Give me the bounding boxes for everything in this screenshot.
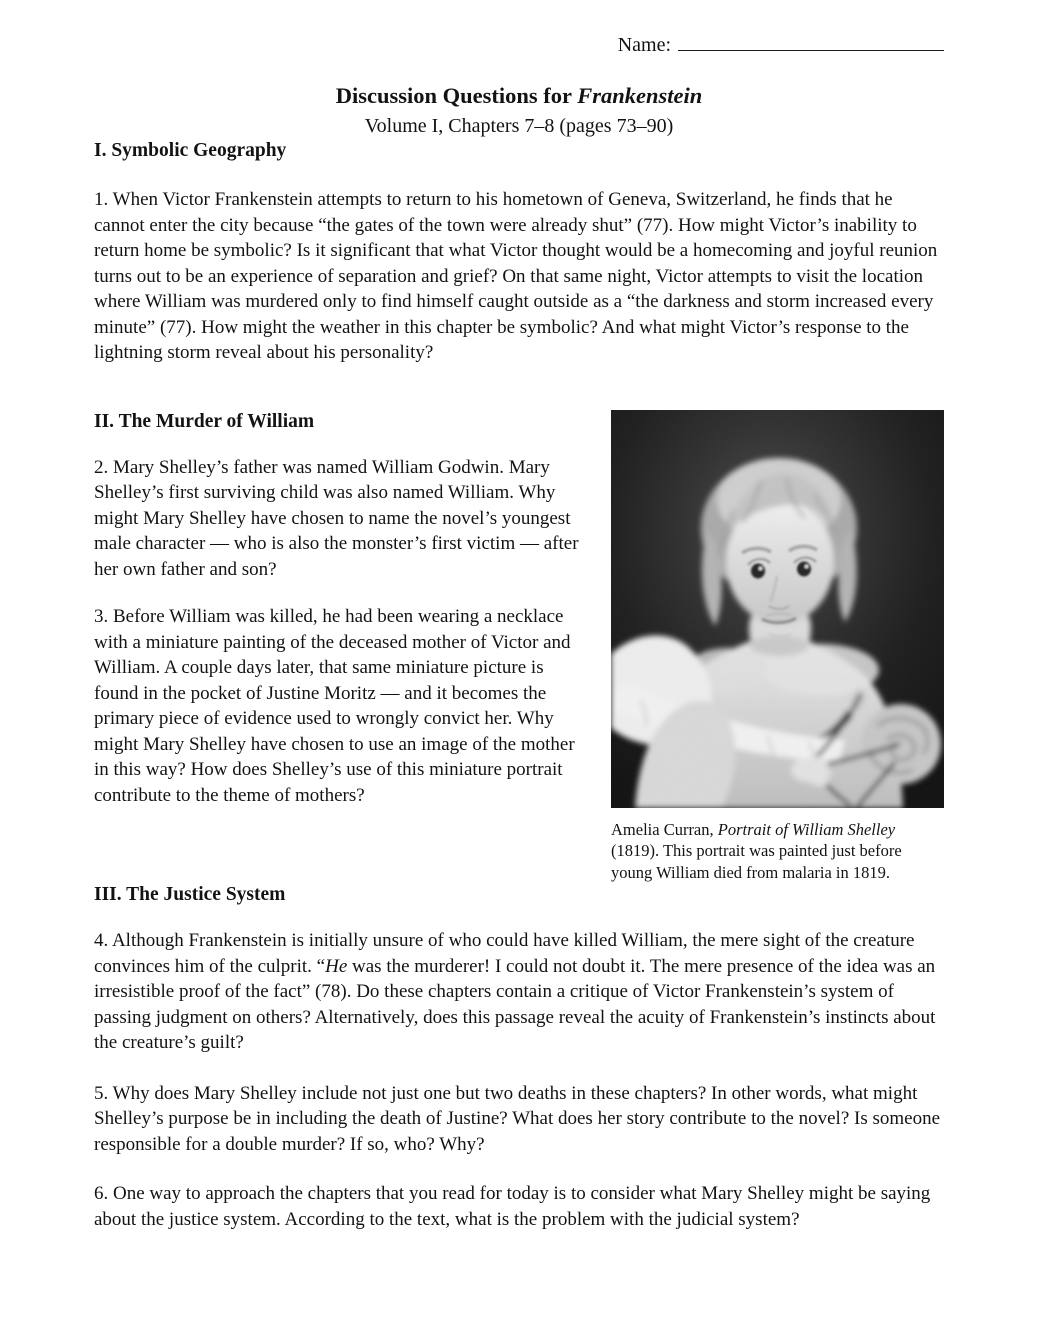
portrait-image [611, 410, 944, 808]
page-title [94, 82, 944, 110]
caption-artist: Amelia Curran, [611, 819, 718, 839]
section-heading-murder-of-william: II. The Murder of William [94, 410, 315, 432]
left-text-column [94, 410, 589, 809]
name-blank-line [678, 30, 944, 51]
question-4-text: 4. Although Frankenstein is initially unsure of who could have killed William, the mere sight of the creature convinces him of the culprit. “ [94, 930, 915, 977]
page-subtitle: Volume I, Chapters 7–8 (pages 73–90) [364, 115, 674, 137]
caption-note: (1819). This portrait was painted just before young William died from malaria in 1819. [611, 841, 902, 882]
section-heading-justice-system: III. The Justice System [94, 884, 286, 905]
question-2: 2. Mary Shelley’s father was named William Godwin. Mary Shelley’s first surviving child was also named William. Why might Mary Shelley have chosen to name the novel’s youngest male character — who is also the monster’s first victim — after her own father and son? [94, 456, 579, 580]
section-heading-symbolic-geography: I. Symbolic Geography [94, 140, 287, 161]
figure-caption [611, 819, 944, 884]
caption-artwork-title: Portrait of William Shelley [717, 819, 896, 839]
question-3: 3. Before William was killed, he had been wearing a necklace with a miniature painting of the deceased mother of Victor and William. A couple days later, that same miniature picture is found in the pocket of Justine Moritz — and it becomes the primary piece of evidence used to wrongly convict her. Why might Mary Shelley have chosen to use an image of the mother in this way? How does Shelley’s use of this miniature portrait contribute to the theme of mothers? [94, 606, 575, 806]
question-4-emphasis: He [325, 955, 348, 977]
name-row [94, 0, 944, 57]
question-6: 6. One way to approach the chapters that you read for today is to consider what Mary Shelley might be saying about the justice system. According to the text, what is the problem with the judicial system? [94, 1183, 931, 1230]
portrait-figure [611, 410, 944, 884]
question-5: 5. Why does Mary Shelley include not just one but two deaths in these chapters? In other words, what might Shelley’s purpose be in including the death of Justine? What does her story contribute to the novel? Is someone responsible for a double murder? If so, who? Why? [94, 1082, 941, 1155]
page-title-text: Discussion Questions for [335, 83, 578, 108]
question-4 [94, 928, 944, 1056]
two-column-block [94, 410, 944, 884]
page-title-book-name: Frankenstein [577, 83, 703, 108]
question-1: 1. When Victor Frankenstein attempts to return to his hometown of Geneva, Switzerland, he finds that he cannot enter the city because “the gates of the town were already shut” (77). How might Victor’s inability to return home be symbolic? Is it significant that what Victor thought would be a homecoming and joyful reunion turns out to be an experience of separation and grief? On that same night, Victor attempts to visit the location where William was murdered only to find himself caught outside as a “the darkness and storm increased every minute” (77). How might the weather in this chapter be symbolic? And what might Victor’s response to the lightning storm reveal about his personality? [94, 189, 938, 363]
name-label: Name: [617, 34, 671, 56]
question-4-text-continued: was the murderer! I could not doubt it. The mere presence of the idea was an irresistible proof of the fact” (78). Do these chapters contain a critique of Victor Frankenstein’s system of passing judgment on others? Alternatively, does this passage reveal the acuity of Frankenstein’s instincts about the creature’s guilt? [94, 955, 936, 1053]
figure-column [611, 410, 944, 884]
